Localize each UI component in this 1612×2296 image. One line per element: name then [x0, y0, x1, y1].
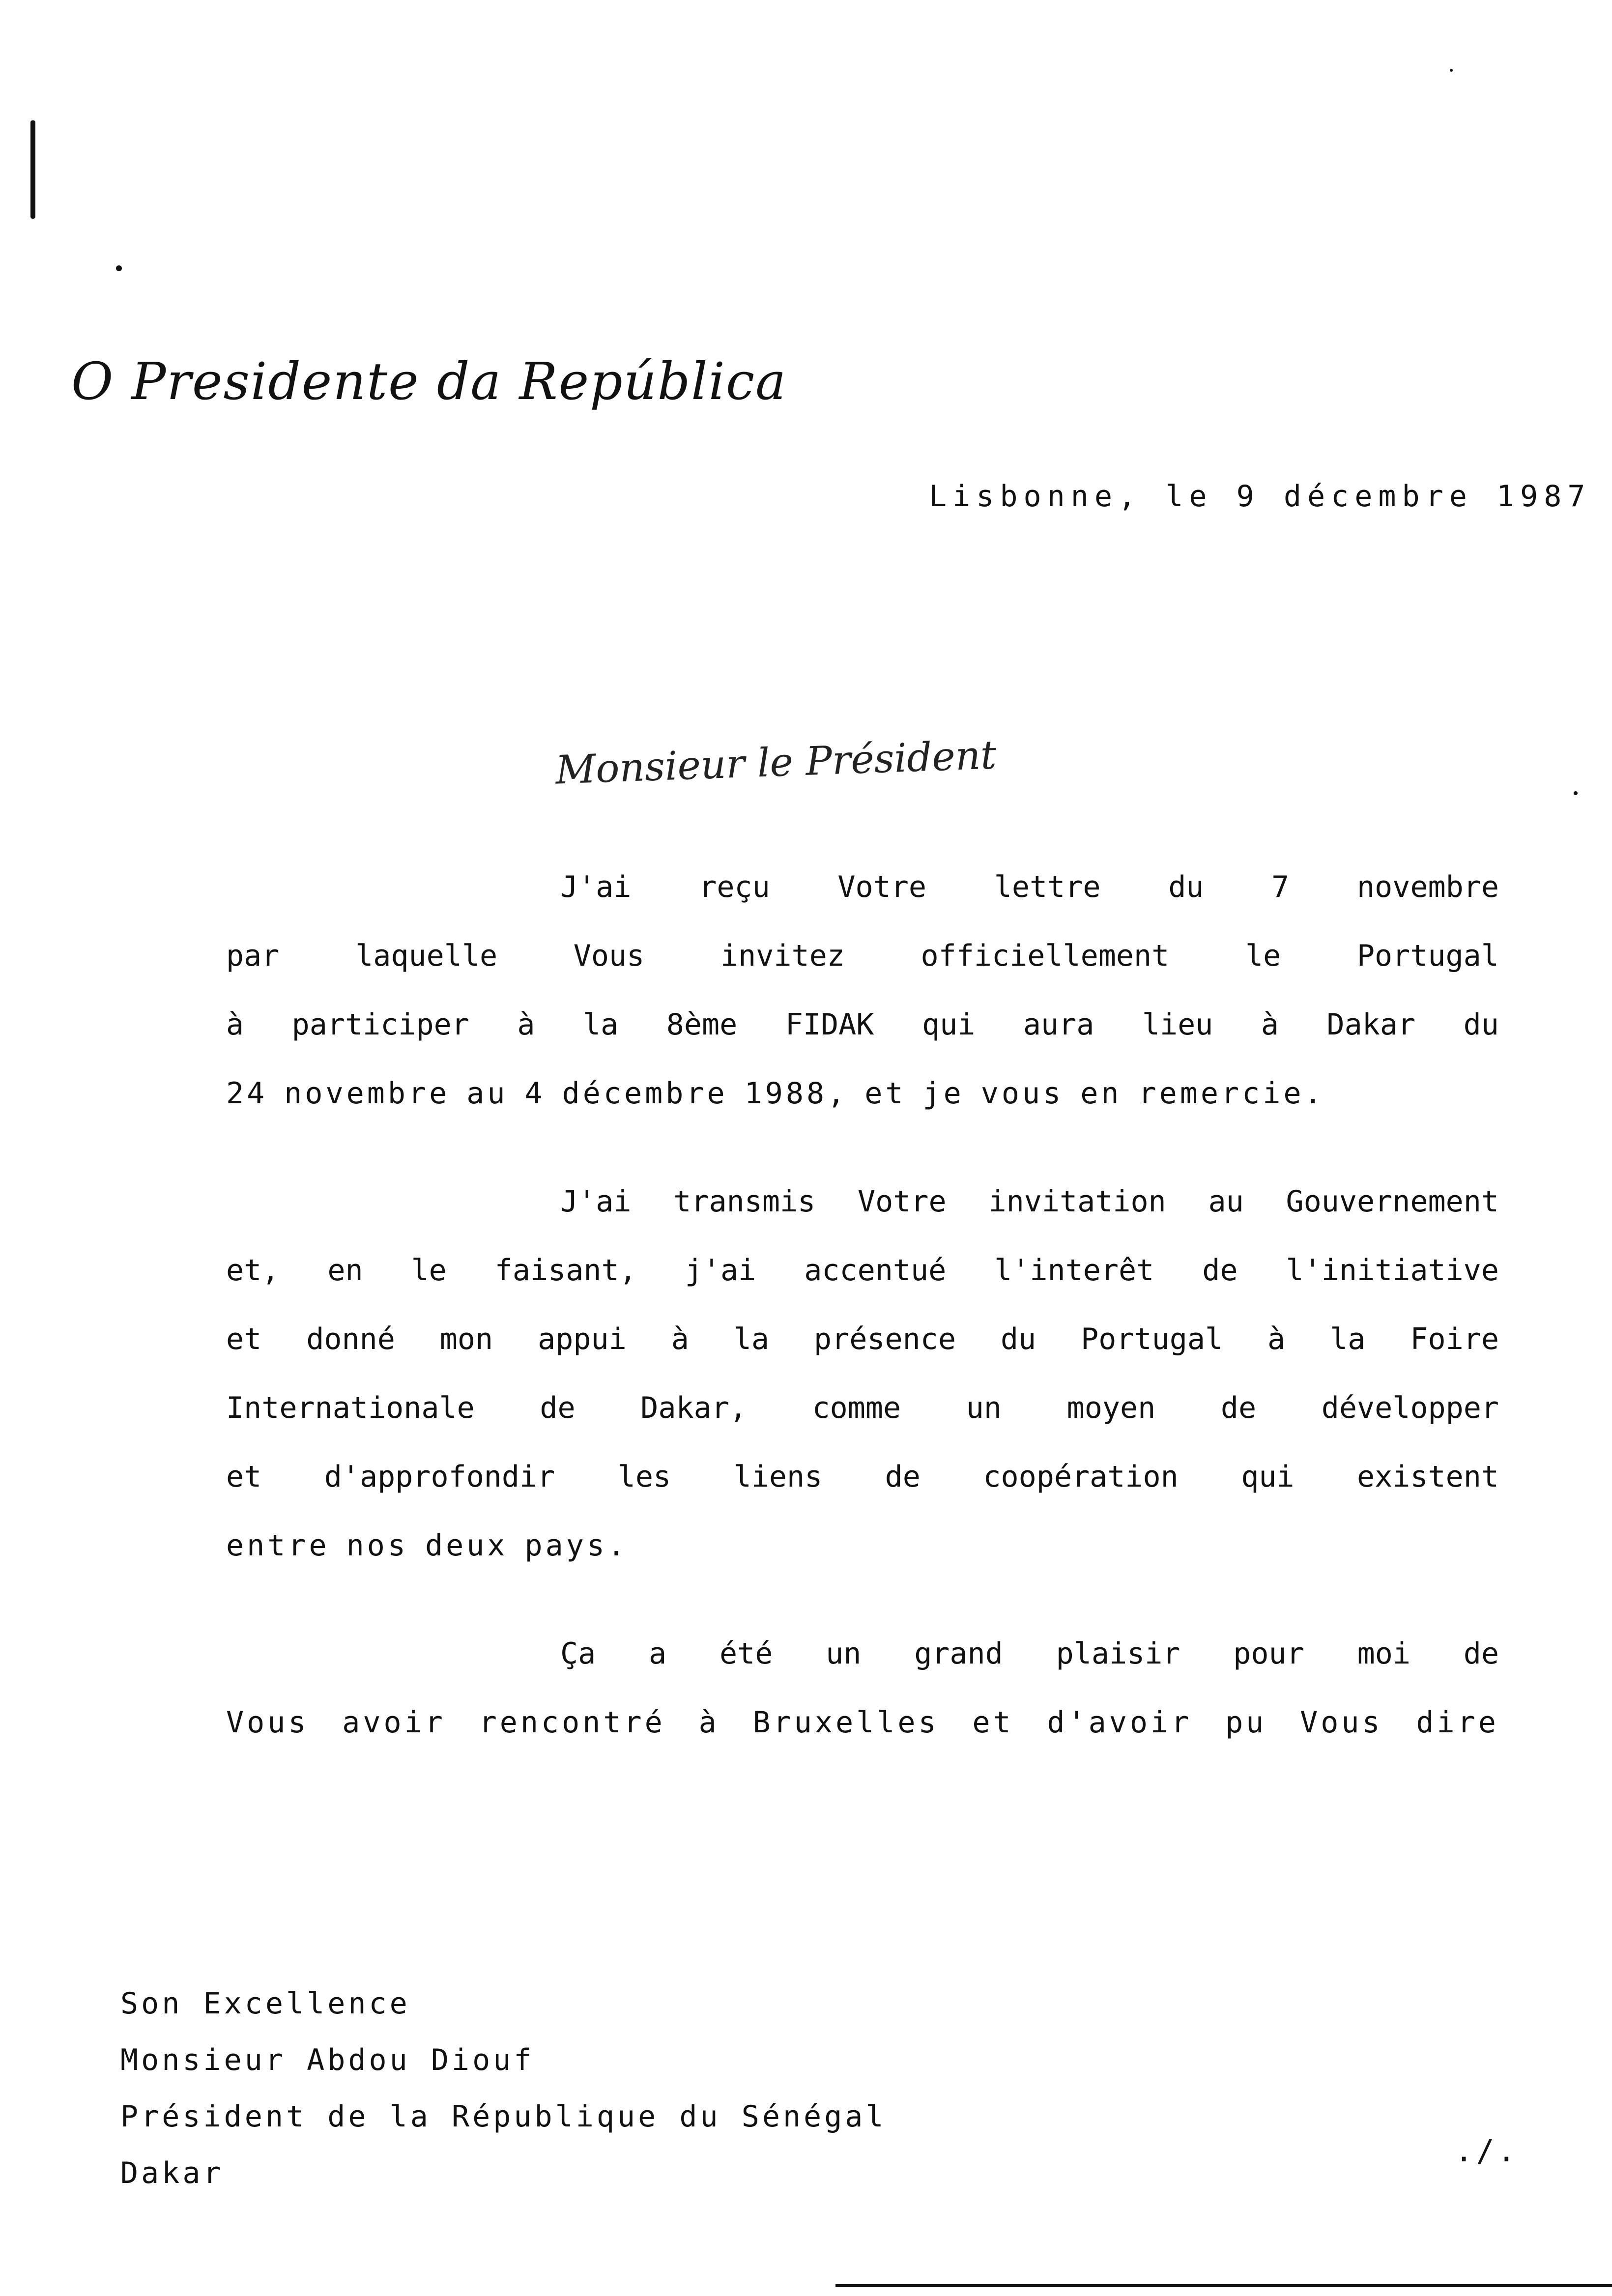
address-line: Monsieur Abdou Diouf	[120, 2043, 535, 2077]
body-word: la	[583, 1007, 619, 1042]
body-word: J'ai	[560, 870, 632, 904]
speck-mark	[1574, 791, 1578, 795]
body-word: Foire	[1410, 1322, 1499, 1356]
body-word: 7	[1271, 870, 1290, 904]
body-line	[560, 870, 1499, 904]
body-word: pu	[1225, 1705, 1267, 1740]
letter-date: Lisbonne, le 9 décembre 1987	[929, 479, 1591, 514]
body-word: coopération	[983, 1460, 1179, 1494]
body-word: grand	[914, 1636, 1003, 1671]
body-word: en	[327, 1253, 363, 1288]
address-line: Son Excellence	[120, 1986, 410, 2021]
body-word: de	[885, 1460, 921, 1494]
body-word: de	[540, 1391, 576, 1425]
body-word: participer	[291, 1007, 469, 1042]
body-word: par	[226, 939, 280, 973]
body-word: liens	[733, 1460, 823, 1494]
body-line	[226, 1460, 1499, 1494]
body-line	[560, 1636, 1499, 1671]
body-word: à	[671, 1322, 689, 1356]
body-word: de	[1202, 1253, 1238, 1288]
page-edge-rule	[835, 2284, 1612, 2287]
body-word: de	[1463, 1636, 1499, 1671]
body-word: officiellement	[921, 939, 1170, 973]
body-word: mon	[439, 1322, 493, 1356]
body-word: invitation	[988, 1184, 1166, 1219]
body-word: le	[411, 1253, 447, 1288]
staple-mark	[30, 120, 35, 219]
body-word: Vous	[573, 939, 645, 973]
speck-mark	[116, 265, 122, 271]
body-word: la	[1330, 1322, 1366, 1356]
body-word: du	[1168, 870, 1204, 904]
address-line: Président de la République du Sénégal	[120, 2099, 887, 2134]
body-line	[226, 939, 1499, 973]
body-word: et,	[226, 1253, 280, 1288]
body-word: entre	[226, 1528, 330, 1563]
body-word: à	[1267, 1322, 1286, 1356]
body-word: vous	[980, 1076, 1064, 1111]
body-word: à	[698, 1705, 720, 1740]
body-word: du	[1000, 1322, 1036, 1356]
body-word: lieu	[1142, 1007, 1213, 1042]
body-word: deux	[425, 1528, 508, 1563]
body-line	[226, 1007, 1499, 1042]
body-word: et	[972, 1705, 1014, 1740]
body-word: dire	[1416, 1705, 1499, 1740]
body-word: Votre	[837, 870, 927, 904]
handwritten-salutation: Monsieur le Président	[554, 732, 997, 793]
body-word: Bruxelles	[752, 1705, 939, 1740]
body-word: d'avoir	[1047, 1705, 1192, 1740]
body-word: la	[733, 1322, 770, 1356]
body-word: plaisir	[1056, 1636, 1180, 1671]
body-word: 24	[226, 1076, 268, 1111]
body-word: du	[1463, 1007, 1499, 1042]
body-word: moyen	[1066, 1391, 1156, 1425]
body-word: à	[226, 1007, 244, 1042]
body-word: 8ème	[666, 1007, 738, 1042]
body-word: appui	[538, 1322, 627, 1356]
body-word: développer	[1321, 1391, 1499, 1425]
body-word: reçu	[699, 870, 770, 904]
body-word: à	[1261, 1007, 1279, 1042]
body-word: laquelle	[355, 939, 498, 973]
body-word: et	[226, 1322, 262, 1356]
body-line	[226, 1253, 1499, 1288]
continuation-mark: ./.	[1455, 2133, 1519, 2169]
body-word: d'approfondir	[324, 1460, 555, 1494]
body-word: nos	[346, 1528, 408, 1563]
body-word: Dakar,	[640, 1391, 747, 1425]
body-word: pour	[1233, 1636, 1304, 1671]
body-word: Dakar	[1326, 1007, 1416, 1042]
body-word: comme	[812, 1391, 901, 1425]
body-word: Portugal	[1081, 1322, 1223, 1356]
body-word: novembre	[1356, 870, 1499, 904]
body-word: à	[517, 1007, 535, 1042]
body-word: qui	[921, 1007, 976, 1042]
body-word: les	[617, 1460, 671, 1494]
body-word: qui	[1241, 1460, 1295, 1494]
body-word: FIDAK	[785, 1007, 874, 1042]
body-word: en	[1080, 1076, 1122, 1111]
body-word: le	[1245, 939, 1281, 973]
body-line	[226, 1705, 1499, 1740]
body-word: J'ai	[560, 1184, 632, 1219]
body-word: remercie.	[1138, 1076, 1325, 1111]
body-word: Ça	[560, 1636, 596, 1671]
body-word: Vous	[226, 1705, 309, 1740]
body-word: existent	[1357, 1460, 1499, 1494]
body-word: accentué	[804, 1253, 947, 1288]
address-line: Dakar	[120, 2156, 224, 2190]
body-word: Portugal	[1356, 939, 1499, 973]
body-word: 4	[524, 1076, 546, 1111]
body-line	[226, 1391, 1499, 1425]
body-word: Gouvernement	[1286, 1184, 1499, 1219]
body-line	[226, 1076, 1499, 1111]
body-word: transmis	[673, 1184, 816, 1219]
body-word: pays.	[524, 1528, 629, 1563]
body-word: aura	[1023, 1007, 1094, 1042]
body-word: présence	[813, 1322, 956, 1356]
body-word: faisant,	[494, 1253, 637, 1288]
body-word: lettre	[994, 870, 1101, 904]
body-word: et	[226, 1460, 262, 1494]
body-word: 1988,	[744, 1076, 848, 1111]
body-word: moi	[1357, 1636, 1410, 1671]
body-word: avoir	[342, 1705, 446, 1740]
body-word: un	[826, 1636, 862, 1671]
body-word: l'initiative	[1286, 1253, 1499, 1288]
body-word: j'ai	[685, 1253, 756, 1288]
body-word: au	[1208, 1184, 1244, 1219]
body-word: et	[864, 1076, 906, 1111]
body-word: Internationale	[226, 1391, 475, 1425]
body-word: je	[922, 1076, 964, 1111]
body-line	[226, 1322, 1499, 1356]
speck-mark	[1450, 69, 1453, 72]
body-line	[560, 1184, 1499, 1219]
body-word: un	[966, 1391, 1002, 1425]
body-word: a	[649, 1636, 667, 1671]
body-word: donné	[306, 1322, 395, 1356]
body-word: invitez	[720, 939, 845, 973]
body-word: décembre	[562, 1076, 728, 1111]
body-word: rencontré	[479, 1705, 665, 1740]
body-word: novembre	[284, 1076, 450, 1111]
body-word: Vous	[1300, 1705, 1383, 1740]
recipient-address	[120, 1976, 887, 2202]
letterhead-title: O Presidente da República	[71, 351, 787, 411]
body-line	[226, 1528, 1499, 1563]
body-word: l'interêt	[994, 1253, 1154, 1288]
body-word: de	[1220, 1391, 1257, 1425]
body-word: au	[466, 1076, 508, 1111]
body-word: été	[719, 1636, 773, 1671]
body-word: Votre	[858, 1184, 947, 1219]
